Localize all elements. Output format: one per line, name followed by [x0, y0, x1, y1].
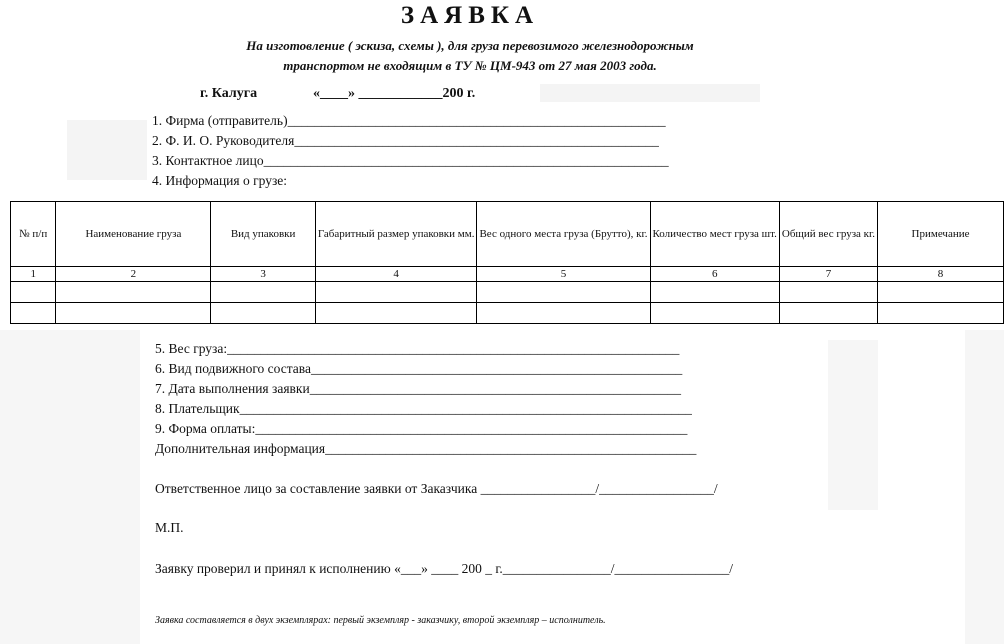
- field-sender[interactable]: 1. Фирма (отправитель)________________________________________________________: [152, 113, 666, 128]
- stamp-placeholder: М.П.: [155, 520, 184, 535]
- table-cell[interactable]: [878, 303, 1004, 324]
- table-row: [11, 282, 1004, 303]
- table-row-numbers: [11, 267, 1004, 282]
- footnote: Заявка составляется в двух экземплярах: первый экземпляр - заказчику, второй экземпляр – исполнитель.: [155, 615, 606, 626]
- table-cell[interactable]: [878, 282, 1004, 303]
- column-number: 8: [878, 267, 1004, 282]
- field-cargo-info: 4. Информация о грузе:: [152, 173, 288, 188]
- scan-shading: [965, 330, 1004, 644]
- scan-shading: [67, 120, 147, 180]
- col-header-packaging: Вид упаковки: [211, 202, 315, 267]
- scan-shading: [828, 340, 878, 510]
- col-header-number: № п/п: [11, 202, 56, 267]
- column-number: 3: [211, 267, 315, 282]
- column-number: 4: [315, 267, 477, 282]
- accepted-line[interactable]: Заявку проверил и принял к исполнению «___» ____ 200 _ г.________________/_________________/: [155, 561, 733, 576]
- document-title: ЗАЯВКА: [400, 2, 540, 29]
- date-line: «____» ____________200 г.: [313, 86, 476, 101]
- table-cell[interactable]: [650, 303, 779, 324]
- subtitle-line-2: транспортом не входящим в ТУ № ЦМ-943 от 27 мая 2003 года.: [283, 58, 657, 73]
- table-cell[interactable]: [477, 282, 650, 303]
- col-header-total-weight: Общий вес груза кг.: [779, 202, 877, 267]
- table-cell[interactable]: [11, 303, 56, 324]
- city: г. Калуга: [200, 86, 258, 101]
- col-header-name: Наименование груза: [56, 202, 211, 267]
- col-header-dimensions: Габаритный размер упаковки мм.: [315, 202, 477, 267]
- table-row: [11, 303, 1004, 324]
- table-cell[interactable]: [56, 303, 211, 324]
- column-number: 1: [11, 267, 56, 282]
- field-completion-date[interactable]: 7. Дата выполнения заявки_______________________________________________________: [155, 381, 681, 396]
- column-number: 5: [477, 267, 650, 282]
- field-contact[interactable]: 3. Контактное лицо____________________________________________________________: [152, 153, 669, 168]
- table-cell[interactable]: [650, 282, 779, 303]
- table-cell[interactable]: [779, 303, 877, 324]
- table-cell[interactable]: [779, 282, 877, 303]
- table-cell[interactable]: [56, 282, 211, 303]
- table-cell[interactable]: [315, 303, 477, 324]
- scan-shading: [540, 84, 760, 102]
- field-additional-info[interactable]: Дополнительная информация_______________________________________________________: [155, 441, 697, 456]
- field-payer[interactable]: 8. Плательщик___________________________________________________________________: [155, 401, 692, 416]
- scan-shading: [0, 330, 140, 644]
- col-header-unit-weight: Вес одного места груза (Брутто), кг.: [477, 202, 650, 267]
- cargo-table: [10, 201, 1004, 324]
- col-header-notes: Примечание: [878, 202, 1004, 267]
- table-cell[interactable]: [211, 303, 315, 324]
- table-cell[interactable]: [11, 282, 56, 303]
- subtitle-line-1: На изготовление ( эскиза, схемы ), для груза перевозимого железнодорожным: [246, 38, 694, 53]
- field-payment-form[interactable]: 9. Форма оплаты:________________________________________________________________: [155, 421, 688, 436]
- field-director[interactable]: 2. Ф. И. О. Руководителя______________________________________________________: [152, 133, 659, 148]
- column-number: 6: [650, 267, 779, 282]
- responsible-person-line[interactable]: Ответственное лицо за составление заявки от Заказчика _________________/_________________/: [155, 481, 718, 496]
- column-number: 2: [56, 267, 211, 282]
- table-cell[interactable]: [477, 303, 650, 324]
- table-cell[interactable]: [211, 282, 315, 303]
- column-number: 7: [779, 267, 877, 282]
- table-cell[interactable]: [315, 282, 477, 303]
- col-header-quantity: Количество мест груза шт.: [650, 202, 779, 267]
- field-cargo-weight[interactable]: 5. Вес груза:___________________________________________________________________: [155, 341, 680, 356]
- field-rolling-stock[interactable]: 6. Вид подвижного состава_______________________________________________________: [155, 361, 683, 376]
